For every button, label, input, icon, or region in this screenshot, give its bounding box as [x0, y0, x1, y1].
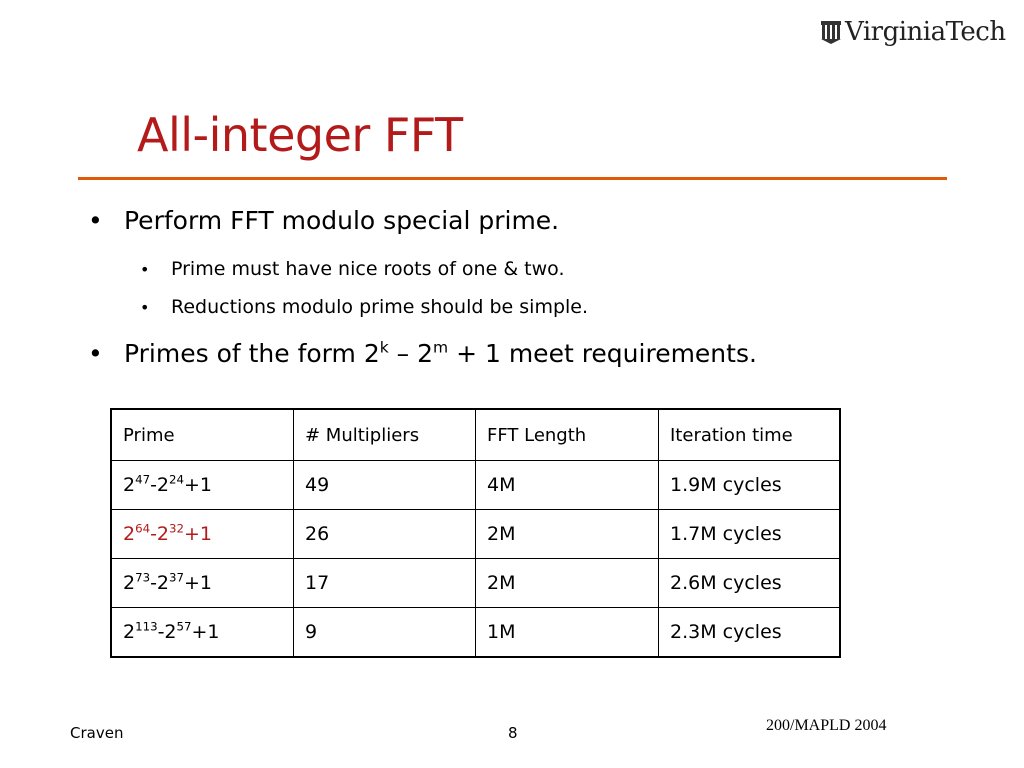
primes-table	[110, 408, 841, 658]
virginia-tech-building-icon	[820, 19, 842, 45]
title-divider	[78, 177, 947, 180]
cell-iteration-time: 1.9M cycles	[659, 461, 841, 510]
cell-prime: $2^{73}-2^{37}+1$	[111, 559, 294, 608]
bullet-item	[88, 336, 757, 372]
cell-iteration-time: 2.6M cycles	[659, 559, 841, 608]
header-fft-length: FFT Length	[476, 409, 659, 461]
cell-fft-length: 2M	[476, 559, 659, 608]
sub-bullet-text: Reductions modulo prime should be simple.	[171, 296, 589, 318]
cell-fft-length: 1M	[476, 608, 659, 658]
virginia-tech-logo	[820, 14, 1006, 50]
cell-iteration-time: 2.3M cycles	[659, 608, 841, 658]
cell-prime-highlighted: $2^{64}-2^{32}+1$	[111, 510, 294, 559]
header-iteration-time: Iteration time	[659, 409, 841, 461]
cell-prime: $2^{47}-2^{24}+1$	[111, 461, 294, 510]
cell-iteration-time: 1.7M cycles	[659, 510, 841, 559]
cell-prime: $2^{113}-2^{57}+1$	[111, 608, 294, 658]
footer-page-number: 8	[508, 724, 518, 742]
table-header-row	[111, 409, 840, 461]
header-prime: Prime	[111, 409, 294, 461]
cell-fft-length: 4M	[476, 461, 659, 510]
bullet-dot: •	[140, 260, 150, 279]
bullet-item	[88, 203, 559, 239]
bullet-text: Perform FFT modulo special prime.	[124, 206, 560, 235]
footer-author: Craven	[70, 724, 124, 742]
cell-multipliers: 49	[294, 461, 476, 510]
header-multipliers: # Multipliers	[294, 409, 476, 461]
cell-multipliers: 9	[294, 608, 476, 658]
bullet-dot: •	[140, 298, 150, 317]
table-row	[111, 461, 840, 510]
sub-bullet-item	[140, 292, 588, 323]
slide-title: All-integer FFT	[137, 108, 463, 162]
sub-bullet-text: Prime must have nice roots of one & two.	[171, 258, 565, 280]
cell-multipliers: 17	[294, 559, 476, 608]
table-row	[111, 608, 840, 658]
bullet-text: Primes of the form $2^k - 2^m + 1$ meet requirements.	[124, 338, 757, 368]
sub-bullet-item	[140, 254, 565, 285]
cell-fft-length: 2M	[476, 510, 659, 559]
logo-text: VirginiaTech	[845, 17, 1006, 47]
bullet-dot: •	[88, 206, 103, 235]
table-row	[111, 510, 840, 559]
footer-conference: 200/MAPLD 2004	[766, 717, 887, 734]
table-row	[111, 559, 840, 608]
cell-multipliers: 26	[294, 510, 476, 559]
bullet-dot: •	[88, 339, 103, 368]
